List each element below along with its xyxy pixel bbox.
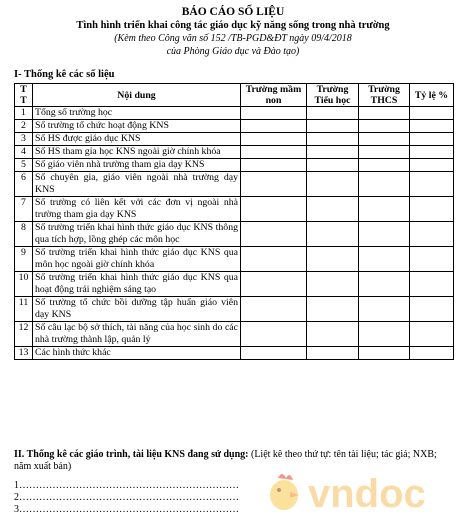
cell-secondary[interactable]: [359, 347, 410, 360]
row-content: Số trường triển khai hình thức giáo dục KNS qua hoạt động trải nghiệm sáng tạo: [33, 272, 241, 297]
cell-secondary[interactable]: [359, 322, 410, 347]
cell-primary[interactable]: [307, 297, 359, 322]
table-row: [15, 146, 454, 159]
header-tt: T T: [15, 84, 33, 107]
cell-secondary[interactable]: [359, 222, 410, 247]
header-secondary: Trường THCS: [359, 84, 410, 107]
cell-primary[interactable]: [307, 107, 359, 120]
row-number: 9: [15, 247, 33, 272]
row-number: 11: [15, 297, 33, 322]
table-row: [15, 159, 454, 172]
cell-percent[interactable]: [410, 133, 454, 146]
row-content: Số trường triển khai hình thức giáo dục KNS thông qua tích hợp, lồng ghép các môn học: [33, 222, 241, 247]
cell-preschool[interactable]: [241, 247, 307, 272]
row-number: 13: [15, 347, 33, 360]
cell-percent[interactable]: [410, 120, 454, 133]
cell-primary[interactable]: [307, 347, 359, 360]
row-content: Số câu lạc bộ sở thích, tài năng của học sinh do các nhà trường thành lập, quản lý: [33, 322, 241, 347]
table-row: [15, 222, 454, 247]
section-2-note: (Liệt kê theo thứ tự: tên tài liệu; tác giả; NXB; năm xuất bản): [14, 449, 437, 472]
cell-secondary[interactable]: [359, 272, 410, 297]
row-content: Số HS được giáo dục KNS: [33, 133, 241, 146]
cell-percent[interactable]: [410, 222, 454, 247]
row-content: Số trường triển khai hình thức giáo dục KNS qua môn học ngoài giờ chính khóa: [33, 247, 241, 272]
table-row: [15, 172, 454, 197]
table-row: [15, 272, 454, 297]
cell-primary[interactable]: [307, 172, 359, 197]
table-row: [15, 322, 454, 347]
row-number: 7: [15, 197, 33, 222]
cell-secondary[interactable]: [359, 247, 410, 272]
cell-secondary[interactable]: [359, 159, 410, 172]
cell-secondary[interactable]: [359, 120, 410, 133]
cell-primary[interactable]: [307, 159, 359, 172]
vndoc-watermark-logo: [262, 465, 462, 515]
row-number: 12: [15, 322, 33, 347]
cell-percent[interactable]: [410, 272, 454, 297]
section-1-heading: I- Thống kê các số liệu: [14, 69, 115, 80]
table-row: [15, 120, 454, 133]
cell-percent[interactable]: [410, 146, 454, 159]
table-row: [15, 133, 454, 146]
cell-secondary[interactable]: [359, 133, 410, 146]
cell-secondary[interactable]: [359, 107, 410, 120]
row-content: Số trường có liên kết với các đơn vị ngoài nhà trường tham gia dạy KNS: [33, 197, 241, 222]
header-preschool: Trường mầm non: [241, 84, 307, 107]
cell-preschool[interactable]: [241, 107, 307, 120]
cell-preschool[interactable]: [241, 133, 307, 146]
cell-primary[interactable]: [307, 222, 359, 247]
cell-preschool[interactable]: [241, 347, 307, 360]
cell-percent[interactable]: [410, 172, 454, 197]
section-2-heading: II. Thống kê các giáo trình, tài liệu KNS đang sử dụng:: [14, 449, 249, 460]
row-number: 2: [15, 120, 33, 133]
report-header: [0, 0, 466, 58]
blank-line-1: 1…………………………………………………………: [14, 480, 239, 491]
report-subtitle: Tình hình triển khai công tác giáo dục kỹ năng sống trong nhà trường: [76, 20, 390, 31]
table-row: [15, 247, 454, 272]
cell-percent[interactable]: [410, 297, 454, 322]
row-content: Số trường tổ chức bồi dưỡng tập huấn giáo viên dạy KNS: [33, 297, 241, 322]
row-number: 10: [15, 272, 33, 297]
reference-line-2: của Phòng Giáo dục và Đào tạo): [166, 46, 300, 57]
table-header-row: [15, 84, 454, 107]
cell-secondary[interactable]: [359, 297, 410, 322]
cell-primary[interactable]: [307, 247, 359, 272]
table-row: [15, 347, 454, 360]
row-number: 3: [15, 133, 33, 146]
watermark-text: vndoc: [308, 472, 426, 515]
row-content: Các hình thức khác: [33, 347, 241, 360]
reference-line-1: (Kèm theo Công văn số 152 /TB-PGD&ĐT ngày 09/4/2018: [114, 33, 352, 44]
header-primary: Trường Tiểu học: [307, 84, 359, 107]
chicken-mascot-icon: [270, 474, 299, 510]
table-row: [15, 107, 454, 120]
cell-percent[interactable]: [410, 247, 454, 272]
cell-preschool[interactable]: [241, 197, 307, 222]
row-content: Số chuyên gia, giáo viên ngoài nhà trường dạy KNS: [33, 172, 241, 197]
cell-primary[interactable]: [307, 133, 359, 146]
cell-preschool[interactable]: [241, 172, 307, 197]
row-number: 8: [15, 222, 33, 247]
cell-percent[interactable]: [410, 159, 454, 172]
row-content: Số HS tham gia học KNS ngoài giờ chính khóa: [33, 146, 241, 159]
header-percent: Tỷ lệ %: [410, 84, 454, 107]
cell-preschool[interactable]: [241, 120, 307, 133]
row-number: 4: [15, 146, 33, 159]
row-number: 5: [15, 159, 33, 172]
header-content: Nội dung: [33, 84, 241, 107]
cell-preschool[interactable]: [241, 146, 307, 159]
row-number: 1: [15, 107, 33, 120]
row-content: Số giáo viên nhà trường tham gia dạy KNS: [33, 159, 241, 172]
report-title: BÁO CÁO SỐ LIỆU: [181, 6, 285, 18]
cell-primary[interactable]: [307, 272, 359, 297]
cell-secondary[interactable]: [359, 172, 410, 197]
blank-line-3: 3…………………………………………………………: [14, 504, 239, 515]
cell-primary[interactable]: [307, 146, 359, 159]
table-body: [15, 107, 454, 360]
row-content: Tổng số trường học: [33, 107, 241, 120]
table-row: [15, 197, 454, 222]
cell-preschool[interactable]: [241, 322, 307, 347]
cell-secondary[interactable]: [359, 146, 410, 159]
cell-preschool[interactable]: [241, 297, 307, 322]
cell-preschool[interactable]: [241, 222, 307, 247]
cell-primary[interactable]: [307, 120, 359, 133]
cell-secondary[interactable]: [359, 197, 410, 222]
cell-primary[interactable]: [307, 197, 359, 222]
row-content: Số trường tổ chức hoạt động KNS: [33, 120, 241, 133]
cell-preschool[interactable]: [241, 159, 307, 172]
cell-percent[interactable]: [410, 107, 454, 120]
cell-preschool[interactable]: [241, 272, 307, 297]
statistics-table: [14, 83, 454, 360]
table-row: [15, 297, 454, 322]
row-number: 6: [15, 172, 33, 197]
cell-percent[interactable]: [410, 322, 454, 347]
cell-percent[interactable]: [410, 347, 454, 360]
cell-primary[interactable]: [307, 322, 359, 347]
cell-percent[interactable]: [410, 197, 454, 222]
blank-line-2: 2…………………………………………………………: [14, 492, 239, 503]
